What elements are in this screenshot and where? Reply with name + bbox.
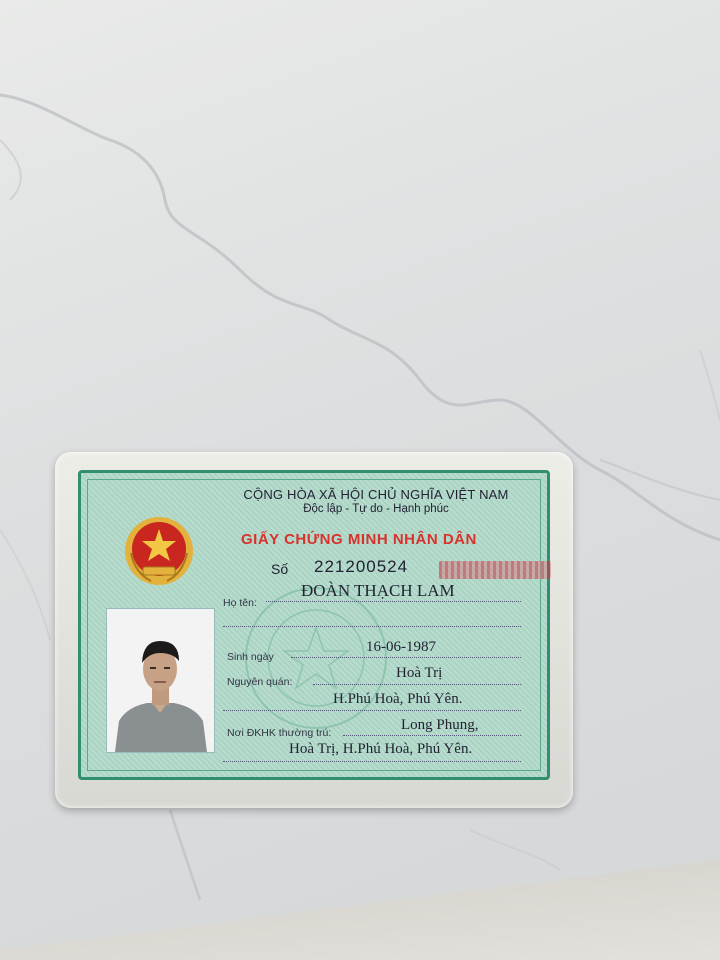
origin-dotted-line-2	[223, 709, 521, 711]
full-name: ĐOÀN THẠCH LAM	[301, 581, 455, 600]
residence-line-1: Long Phụng,	[401, 717, 479, 733]
date-of-birth: 16-06-1987	[366, 639, 436, 655]
dob-dotted-line	[291, 656, 521, 658]
origin-line-2: H.Phú Hoà, Phú Yên.	[333, 691, 463, 707]
national-motto: Độc lập - Tự do - Hạnh phúc	[303, 503, 449, 515]
card-title: GIẤY CHỨNG MINH NHÂN DÂN	[241, 531, 477, 548]
origin-line-1: Hoà Trị	[396, 665, 443, 681]
name-dotted-line-2	[223, 625, 521, 627]
residence-label: Nơi ĐKHK thường trú:	[227, 727, 332, 739]
card-header	[231, 487, 521, 515]
id-card	[78, 470, 550, 780]
country-name: CỘNG HÒA XÃ HỘI CHỦ NGHĨA VIỆT NAM	[243, 487, 509, 502]
number-label: Số	[271, 561, 289, 577]
origin-dotted-line	[313, 683, 521, 685]
residence-dotted-line	[343, 734, 521, 736]
id-number: 221200524	[314, 557, 409, 576]
residence-line-2: Hoà Trị, H.Phú Hoà, Phú Yên.	[289, 741, 473, 757]
national-emblem-icon	[121, 513, 197, 589]
person-portrait-icon	[107, 609, 214, 752]
origin-label: Nguyên quán:	[227, 676, 293, 688]
portrait-photo	[106, 608, 215, 753]
dob-label: Sinh ngày	[227, 651, 274, 663]
name-dotted-line	[266, 600, 521, 602]
name-label: Họ tên:	[223, 597, 257, 609]
redaction-mark	[439, 561, 551, 579]
residence-dotted-line-2	[223, 760, 521, 762]
